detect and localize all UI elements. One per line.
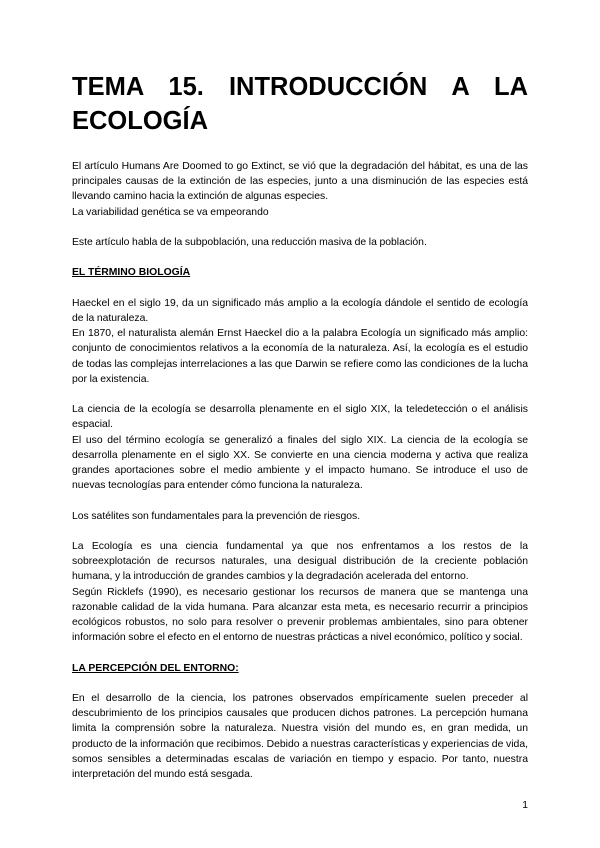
body-paragraph: Los satélites son fundamentales para la prevención de riesgos.	[72, 510, 361, 522]
body-paragraph: Haeckel en el siglo 19, da un significado más amplio a la ecología dándole el sentido de ecología de la naturaleza.	[72, 297, 528, 324]
section-heading-percepcion: LA PERCEPCIÓN DEL ENTORNO:	[72, 662, 239, 674]
intro-paragraph: Este artículo habla de la subpoblación, una reducción masiva de la población.	[72, 237, 427, 248]
page-number: 1	[522, 800, 528, 811]
body-paragraph: El uso del término ecología se generalizó a finales del siglo XIX. La ciencia de la ecología se desarrolla plenamente en el siglo XX. Se convierte en una ciencia moderna y activa que realiza grandes aportaciones sobre el medio ambiente y el impacto humano. Se introduce el uso de nuevas tecnologías para entender cómo funciona la naturaleza.	[72, 434, 528, 492]
body-paragraph: En 1870, el naturalista alemán Ernst Haeckel dio a la palabra Ecología un significado más amplio: conjunto de conocimientos relativos a la economía de la naturaleza. Así, la ecología es el estudio de todas las complejas interrelaciones a las que Darwin se refiere como las condiciones de la lucha por la existencia.	[72, 328, 528, 385]
body-paragraph: En el desarrollo de la ciencia, los patrones observados empíricamente suelen preceder al descubrimiento de los principios causales que producen dichos patrones. La percepción humana limita la comprensión sobre la naturaleza. Nuestra visión del mundo es, en gran medida, un producto de la información que recibimos. Debido a nuestras características y experiencias de vida, somos sensibles a determinadas escalas de variación en tiempo y espacio. Por tanto, nuestra interpretación del mundo está sesgada.	[72, 692, 528, 780]
intro-paragraph: El artículo Humans Are Doomed to go Extinct, se vió que la degradación del hábitat, es una de las principales causas de la extinción de las especies, junto a una disminución de las especies está llevando camino hacia la extinción de algunas especies.	[72, 161, 528, 203]
body-paragraph: Según Ricklefs (1990), es necesario gestionar los recursos de manera que se mantenga una razonable calidad de la vida humana. Para alcanzar esta meta, es necesario recurrir a principios ecológicos robustos, no solo para resolver o prevenir problemas ambientales, sino para obtener información sobre el efecto en el entorno de nuestras prácticas a nivel económico, político y social.	[72, 586, 528, 644]
intro-paragraph: La variabilidad genética se va empeorando	[72, 206, 269, 218]
body-paragraph: La Ecología es una ciencia fundamental ya que nos enfrentamos a los restos de la sobreexplotación de recursos naturales, una desigual distribución de la creciente población humana, y la introducción de grandes cambios y la degradación acelerada del entorno.	[72, 540, 528, 583]
page-content	[72, 70, 528, 782]
page-title: TEMA 15. INTRODUCCIÓN A LA ECOLOGÍA	[72, 73, 528, 135]
section-heading-termino: EL TÉRMINO BIOLOGÍA	[72, 267, 191, 279]
body-paragraph: La ciencia de la ecología se desarrolla plenamente en el siglo XIX, la teledetección o el análisis espacial.	[72, 404, 528, 431]
